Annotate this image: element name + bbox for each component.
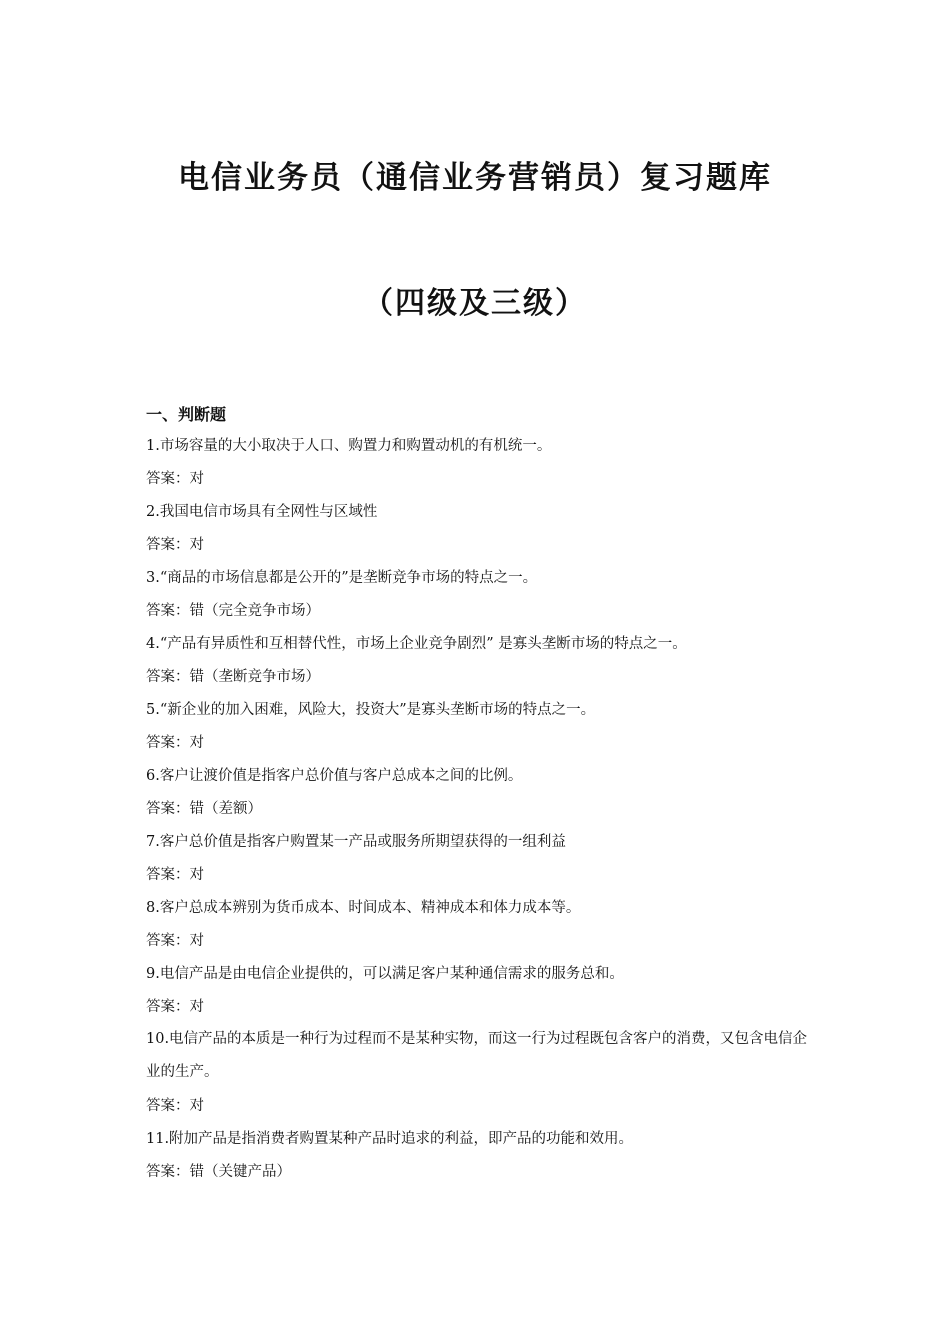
question-text: 11.附加产品是指消费者购置某种产品时追求的利益，即产品的功能和效用。 <box>146 1131 634 1147</box>
question-text: 8.客户总成本辨别为货币成本、时间成本、精神成本和体力成本等。 <box>146 900 581 916</box>
answer-text: 答案：对 <box>146 867 204 883</box>
question-text: 3.“商品的市场信息都是公开的”是垄断竞争市场的特点之一。 <box>146 570 538 586</box>
answer-text: 答案：对 <box>146 999 204 1015</box>
answer-text: 答案：对 <box>146 933 204 949</box>
answer-text: 答案：对 <box>146 1098 204 1114</box>
answer-text: 答案：错（垄断竞争市场） <box>146 669 320 685</box>
question-list <box>146 436 816 1195</box>
answer-text: 答案：错（关键产品） <box>146 1164 291 1180</box>
question-text: 10.电信产品的本质是一种行为过程而不是某种实物，而这一行为过程既包含客户的消费，又包含电信企业的生产。 <box>146 1031 808 1080</box>
answer-text: 答案：对 <box>146 537 204 553</box>
section-heading: 一、判断题 <box>146 405 227 424</box>
answer-text: 答案：对 <box>146 471 204 487</box>
question-text: 1.市场容量的大小取决于人口、购置力和购置动机的有机统一。 <box>146 438 552 454</box>
answer-text: 答案：错（差额） <box>146 801 262 817</box>
question-text: 4.“产品有异质性和互相替代性，市场上企业竞争剧烈” 是寡头垄断市场的特点之一。 <box>146 636 687 652</box>
question-text: 9.电信产品是由电信企业提供的，可以满足客户某种通信需求的服务总和。 <box>146 966 624 982</box>
answer-text: 答案：错（完全竞争市场） <box>146 603 320 619</box>
document-title: 电信业务员（通信业务营销员）复习题库 <box>178 160 772 196</box>
question-text: 7.客户总价值是指客户购置某一产品或服务所期望获得的一组利益 <box>146 834 566 850</box>
question-text: 5.“新企业的加入困难，风险大，投资大”是寡头垄断市场的特点之一。 <box>146 702 596 718</box>
question-text: 6.客户让渡价值是指客户总价值与客户总成本之间的比例。 <box>146 768 523 784</box>
question-text: 2.我国电信市场具有全网性与区域性 <box>146 504 378 520</box>
document-subtitle: （四级及三级） <box>363 286 587 321</box>
answer-text: 答案：对 <box>146 735 204 751</box>
